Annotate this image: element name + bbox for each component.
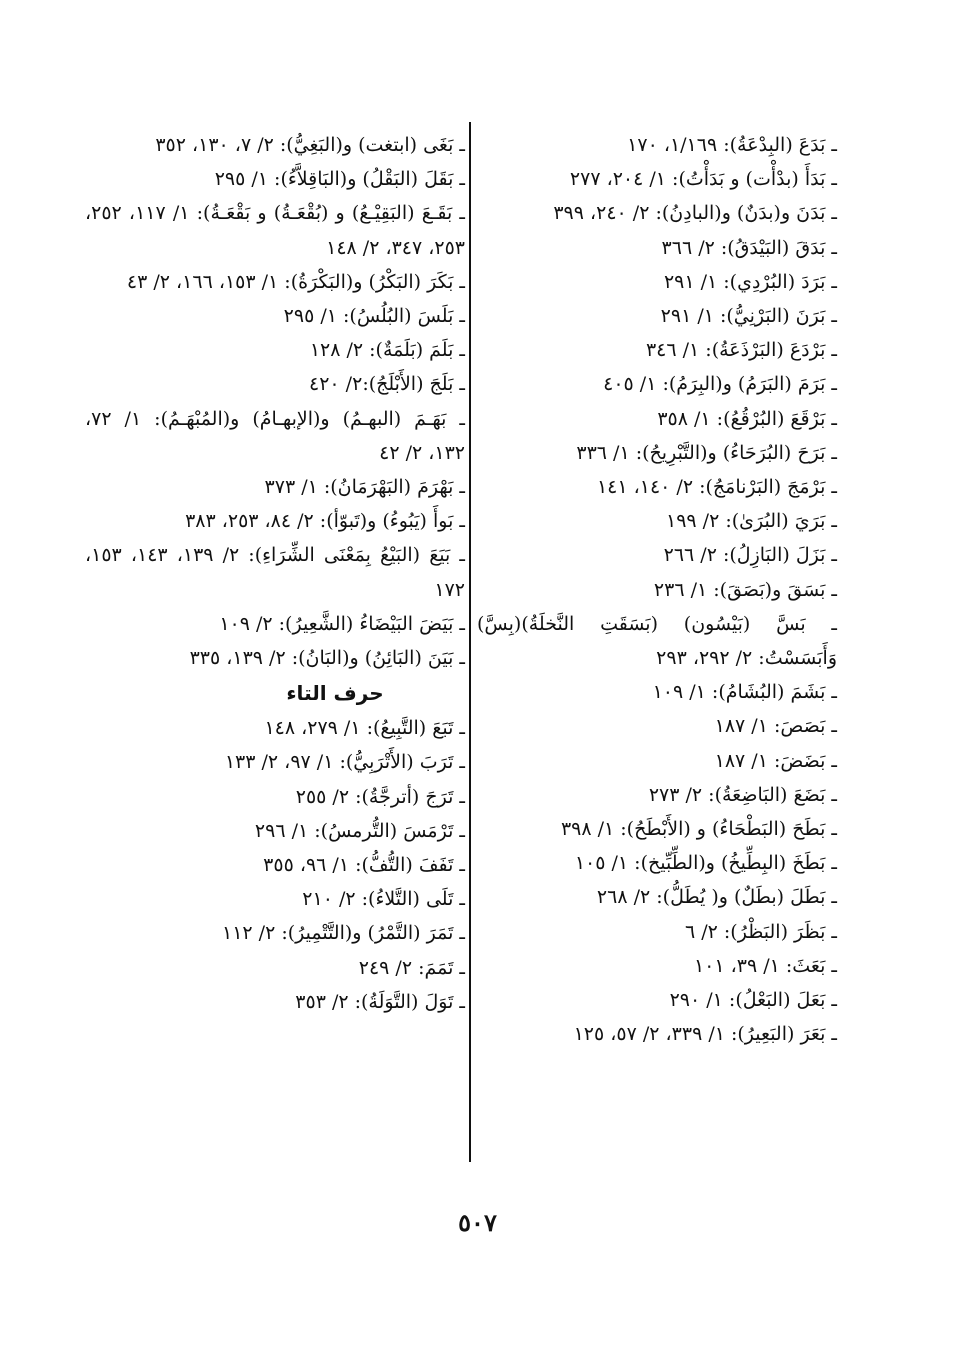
- index-entry: ـ تَوَلَ (التَّوَلَةُ): ٢/ ٣٥٣: [295, 990, 465, 1013]
- index-entry: ـ بَرْمَجَ (البَرْنامَجُ): ٢/ ١٤٠، ١٤١: [596, 476, 837, 499]
- index-entry: ـ بَهَـمَ (البهـمُ) و(الإبهـامُ) و(المُبْهَـمُ): ١/ ٧٢، ١٣٢، ٢/ ٤٢: [85, 407, 465, 464]
- index-entry: ـ بَسَقَ و(بَصَقَ): ١/ ٢٣٦: [653, 578, 837, 601]
- index-entry: ـ بَسَّ (بَيْسُون) (بَسَقَتِ النَّخلَةُ)(بِسَّ) وَأَبَسَسْتُ: ٢/ ٢٩٢، ٢٩٣: [477, 612, 837, 670]
- index-entry: ـ بَعَرَ (البَعِيرُ): ١/ ٣٣٩، ٢/ ٥٧، ١٢٥: [573, 1023, 837, 1046]
- index-entry: ـ بَغَى (ابتغت) و(البَغِيُّ): ٢/ ٧، ١٣٠، ٣٥٢: [155, 134, 465, 156]
- index-entry: ـ بَظَرَ (البَظْرُ): ٢/ ٦: [684, 920, 837, 943]
- index-entry: ـ تَرَبَ (الأَتْرَبِيُّ): ١/ ٩٧، ٢/ ١٣٣: [224, 751, 465, 774]
- index-entry: ـ تَمَمَ: ٢/ ٢٤٩: [358, 956, 465, 979]
- index-entry: ـ بَرْدَعَ (البَرْذَعَةُ): ١/ ٣٤٦: [645, 339, 837, 362]
- index-entry: ـ بَصَصَ: ١/ ١٨٧: [714, 715, 837, 738]
- index-column-left: [85, 128, 465, 1019]
- index-entry: ـ بَيَضَ البَيْضَاءُ (الشَّعِيرُ): ٢/ ١٠٩: [219, 612, 465, 635]
- index-entry: ـ بَطَخَ (البِطِّيخُ) و(الطِّبِّيخ): ١/ ١٠٥: [574, 852, 837, 875]
- section-heading: حرف التاء: [286, 681, 384, 706]
- index-entry: ـ بَدَعَ (البِدْعَةُ): ١/١٦٩، ١٧٠: [627, 134, 837, 156]
- index-entry: ـ بَرَنَ (البَرْنِيُّ): ١/ ٢٩١: [660, 305, 837, 328]
- page-number: ٥٠٧: [458, 1208, 497, 1237]
- index-entry: ـ بَدَنَ و(بدَنٌ) و(البادِنُ): ٢/ ٢٤٠، ٣٩٩: [553, 202, 837, 225]
- index-entry: ـ بَوأَ (يَبُوءُ) و(تَبوّأ): ٢/ ٨٤، ٢٥٣، ٣٨٣: [185, 510, 465, 533]
- index-entry: ـ بَلَسَ (البُلُسُ): ١/ ٢٩٥: [283, 305, 465, 328]
- index-entry: ـ بَرَمَ (البَرَمُ) و(البِرَمُ): ١/ ٤٠٥: [603, 373, 837, 396]
- index-entry: ـ بَقَلَ (البَقْلُ) و(البَاقِلاَّءُ): ١/ ٢٩٥: [214, 168, 465, 191]
- index-entry: ـ بَرَدَ (البُرْدِي): ١/ ٢٩١: [663, 270, 837, 293]
- index-entry: ـ بَعَلَ (البَعْلُ): ١/ ٢٩٠: [669, 989, 837, 1012]
- index-entry: ـ بَرَيَ (البُرَىٰ): ٢/ ١٩٩: [665, 510, 837, 533]
- index-entry: ـ بَكَرَ (البَكْرُ) و(البَكْرَةُ): ١/ ١٥٣، ١٦٦، ٢/ ٤٣: [126, 270, 465, 293]
- index-entry: ـ تَمَرَ (التَّمْرُ) و(التَّتْمِيرُ): ٢/ ١١٢: [221, 922, 465, 945]
- index-entry: ـ بَضَعَ (البَاضِعَةُ): ٢/ ٢٧٣: [648, 783, 837, 806]
- index-entry: ـ بَرْقَعَ (البُرْقُعُ): ١/ ٣٥٨: [657, 407, 837, 430]
- index-entry: ـ بَرَحَ (البُرَحَاءُ) و(التَّبْرِيحُ): ١/ ٣٣٦: [576, 441, 837, 464]
- index-entry: ـ بَقَـعَ (البَقِيْـعُ) و (بُقْعَـةُ) و بَقْعَـةُ): ١/ ١١٧، ٢٥٢، ٢٥٣، ٣٤٧، ٢/ ١٤٨: [85, 202, 465, 259]
- index-entry: ـ بَيَعَ (البَيْعُ بِمَعْنَى الشِّرَاءِ): ٢/ ١٣٩، ١٤٣، ١٥٣، ١٧٢: [85, 544, 465, 601]
- index-entry: ـ بَدَقَ (البَيْدَقُ): ٢/ ٣٦٦: [661, 236, 837, 259]
- index-entry: ـ بَلَجَ (الأَبْلَجُ):٢/ ٤٢٠: [309, 373, 465, 396]
- index-entry: ـ تَرَجَ (أترجَّةُ): ٢/ ٢٥٥: [295, 785, 465, 808]
- index-entry: ـ بَهْرَمَ (البَهْرَمَانُ): ١/ ٣٧٣: [264, 476, 465, 499]
- index-entry: ـ تَفَفَ (التُّفُّ): ١/ ٩٦، ٣٥٥: [263, 854, 465, 877]
- index-entry: ـ تَرْمَسَ (التُّرمسُ): ١/ ٢٩٦: [254, 819, 465, 842]
- index-entry: ـ بَلَمَ (بَلَمَةٌ): ٢/ ١٢٨: [309, 339, 465, 362]
- index-entry: ـ تَبَعَ (التَّبِيعُ): ١/ ٢٧٩، ١٤٨: [264, 717, 465, 740]
- index-entry: ـ تَلَى (التَّلاءُ): ٢/ ٢١٠: [302, 888, 465, 911]
- index-entry: ـ بَعَثَ: ١/ ٣٩، ١٠١: [693, 954, 837, 977]
- index-entry: ـ بَزَلَ (البَازِلُ): ٢/ ٢٦٦: [663, 544, 837, 567]
- index-column-right: [477, 128, 837, 1051]
- index-entry: ـ بَيَنَ (البَائِنُ) و(البَانُ): ٢/ ١٣٩، ٣٣٥: [189, 647, 465, 670]
- index-entry: ـ بَضَضَ: ١/ ١٨٧: [714, 749, 837, 772]
- index-entry: ـ بَدَأَ (بدْأْت) و بَدَأْتُ): ١/ ٢٠٤، ٢٧٧: [569, 168, 837, 191]
- column-divider: [469, 122, 471, 1162]
- index-entry: ـ بَشَمَ (البُشَامُ): ١/ ١٠٩: [652, 681, 837, 704]
- index-entry: ـ بَطَلَ (بطَلٌ) و( يُطَلُّ): ٢/ ٢٦٨: [596, 886, 837, 909]
- index-entry: ـ بَطَحَ (البَطْحَاءُ) و (الأَبْطَحُ): ١/ ٣٩٨: [560, 818, 837, 841]
